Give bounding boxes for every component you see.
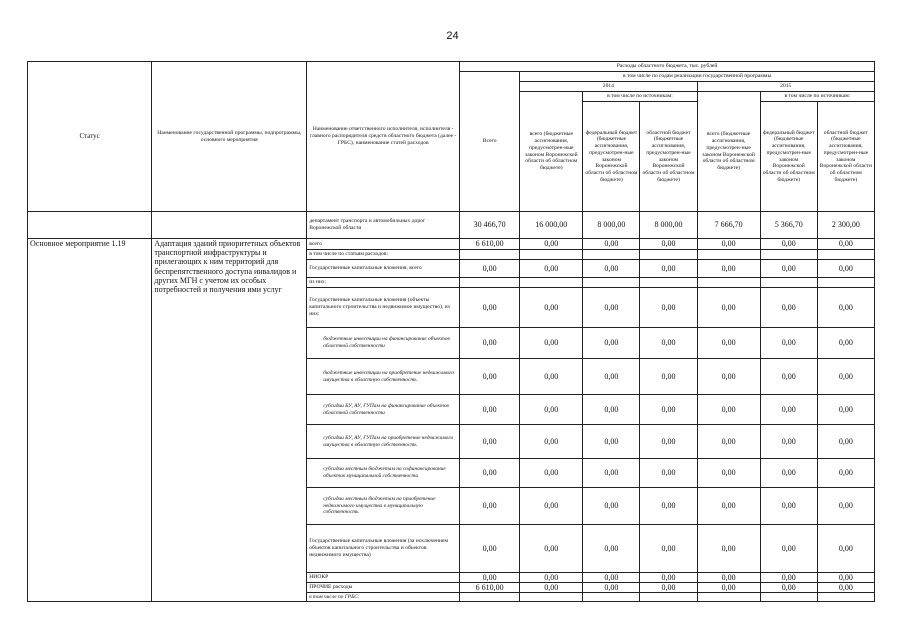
header-by-years: в том числе по годам реализации государственной программы xyxy=(520,72,875,82)
value-cell: 0,00 xyxy=(583,260,640,278)
header-budget-expenses: Расходы областного бюджета, тыс. рублей xyxy=(460,62,875,72)
executor-cell: департамент транспорта и автомобильных дорог Воронежской области xyxy=(307,212,460,239)
value-cell: 0,00 xyxy=(640,260,697,278)
row-label: Государственные капитальные вложения (объекты капитального строительства и недвижимое имущество), из них: xyxy=(307,288,460,328)
value-cell: 0,00 xyxy=(640,573,697,583)
value-cell xyxy=(817,278,874,288)
value-cell: 0,00 xyxy=(760,288,817,328)
value-cell: 0,00 xyxy=(520,425,583,459)
header-2014-total: всего (бюджетные ассигнования, предусмотрен-ные законом Воронежской области об областном бюджете) xyxy=(520,92,583,212)
value-cell xyxy=(697,593,760,602)
value-cell: 0,00 xyxy=(697,328,760,359)
value-cell: 0,00 xyxy=(760,459,817,488)
value-cell xyxy=(640,278,697,288)
header-2015-regional: областной бюджет (бюджетные ассигнования, предусмотрен-ные законом Воронежской области об областном бюджете) xyxy=(817,102,874,212)
value-cell: 0,00 xyxy=(520,395,583,425)
value-cell: 0,00 xyxy=(640,328,697,359)
value-cell: 0,00 xyxy=(460,459,520,488)
value-cell: 0,00 xyxy=(520,573,583,583)
value-cell: 0,00 xyxy=(697,488,760,525)
value-cell: 0,00 xyxy=(760,488,817,525)
row-label: в том числе по статьям расходов: xyxy=(307,250,460,260)
value-cell: 0,00 xyxy=(817,359,874,395)
table-row xyxy=(28,239,875,250)
header-2014-by-sources: в том числе по источникам: xyxy=(583,92,697,102)
value-cell: 0,00 xyxy=(583,425,640,459)
value-cell xyxy=(760,250,817,260)
value-cell: 0,00 xyxy=(817,288,874,328)
value-cell: 2 300,00 xyxy=(817,212,874,239)
value-cell: 0,00 xyxy=(640,288,697,328)
value-cell: 0,00 xyxy=(583,573,640,583)
value-cell xyxy=(520,278,583,288)
value-cell: 0,00 xyxy=(520,459,583,488)
value-cell xyxy=(460,593,520,602)
value-cell: 0,00 xyxy=(520,583,583,593)
value-cell: 0,00 xyxy=(640,525,697,573)
value-cell: 0,00 xyxy=(817,459,874,488)
activity-status: Основное мероприятие 1.19 xyxy=(28,239,152,602)
value-cell: 0,00 xyxy=(583,328,640,359)
value-cell: 0,00 xyxy=(460,328,520,359)
value-cell: 7 666,70 xyxy=(697,212,760,239)
value-cell: 0,00 xyxy=(817,395,874,425)
value-cell xyxy=(640,250,697,260)
value-cell: 0,00 xyxy=(583,239,640,250)
row-label: Государственные капитальные вложения (за исключением объектов капитального строительства и объектов недвижимого имущества) xyxy=(307,525,460,573)
value-cell: 0,00 xyxy=(697,288,760,328)
row-label: ПРОЧИЕ расходы xyxy=(307,583,460,593)
value-cell xyxy=(697,278,760,288)
value-cell: 0,00 xyxy=(817,573,874,583)
value-cell: 0,00 xyxy=(520,288,583,328)
value-cell: 0,00 xyxy=(697,525,760,573)
value-cell: 0,00 xyxy=(697,573,760,583)
value-cell: 0,00 xyxy=(583,525,640,573)
budget-table xyxy=(27,61,875,602)
value-cell: 0,00 xyxy=(460,425,520,459)
value-cell: 0,00 xyxy=(697,583,760,593)
value-cell: 0,00 xyxy=(697,459,760,488)
header-status: Статус xyxy=(28,62,152,212)
header-executor: Наименование ответственного исполнителя, исполнителя - главного распорядителя средств областного бюджета (далее - ГРБС), наименование статей расходов xyxy=(307,62,460,212)
value-cell: 0,00 xyxy=(520,359,583,395)
value-cell: 0,00 xyxy=(760,328,817,359)
header-2015-total: всего (бюджетные ассигнования, предусмотрен-ные законом Воронежской области об областном бюджете) xyxy=(697,92,760,212)
value-cell: 0,00 xyxy=(520,525,583,573)
value-cell: 0,00 xyxy=(583,359,640,395)
table-row xyxy=(28,212,875,239)
row-label: всего xyxy=(307,239,460,250)
value-cell: 0,00 xyxy=(697,239,760,250)
value-cell: 0,00 xyxy=(640,239,697,250)
row-label: бюджетные инвестиции на финансирование объектов областной собственности xyxy=(307,328,460,359)
value-cell: 0,00 xyxy=(640,583,697,593)
value-cell xyxy=(760,278,817,288)
row-label: бюджетные инвестиции на приобретение недвижимого имущества в областную собственность xyxy=(307,359,460,395)
value-cell: 0,00 xyxy=(697,359,760,395)
value-cell: 0,00 xyxy=(760,525,817,573)
row-label: субсидии БУ, АУ, ГУПам на финансирование объектов областной собственности xyxy=(307,395,460,425)
value-cell xyxy=(460,278,520,288)
header-2015-by-sources: в том числе по источникам: xyxy=(760,92,874,102)
value-cell xyxy=(583,278,640,288)
value-cell: 8 000,00 xyxy=(583,212,640,239)
value-cell: 0,00 xyxy=(760,573,817,583)
value-cell: 0,00 xyxy=(760,583,817,593)
value-cell: 0,00 xyxy=(460,525,520,573)
row-label: НИОКР xyxy=(307,573,460,583)
value-cell: 0,00 xyxy=(583,459,640,488)
value-cell xyxy=(583,250,640,260)
value-cell: 0,00 xyxy=(583,488,640,525)
activity-name: Адаптация зданий приоритетных объектов транспортной инфраструктуры и прилегающих к ним территорий для беспрепятственного доступа инвалидов и других МГН с учетом их особых потребностей и получения ими услуг xyxy=(152,239,307,602)
value-cell: 16 000,00 xyxy=(520,212,583,239)
value-cell: 8 000,00 xyxy=(640,212,697,239)
value-cell: 0,00 xyxy=(760,425,817,459)
value-cell xyxy=(520,250,583,260)
row-label: субсидии местным бюджетам на софинансирование объектов муниципальной собственности xyxy=(307,459,460,488)
value-cell: 0,00 xyxy=(760,260,817,278)
value-cell: 5 366,70 xyxy=(760,212,817,239)
value-cell: 0,00 xyxy=(760,395,817,425)
value-cell: 0,00 xyxy=(697,260,760,278)
row-label: в том числе по ГРБС: xyxy=(307,593,460,602)
value-cell xyxy=(520,593,583,602)
value-cell xyxy=(817,593,874,602)
header-2015-federal: федеральный бюджет (бюджетные ассигнования, предусмотрен-ные законом Воронежской области об областном бюджете) xyxy=(760,102,817,212)
value-cell: 0,00 xyxy=(817,239,874,250)
row-label: Государственные капитальные вложения, всего xyxy=(307,260,460,278)
value-cell: 0,00 xyxy=(817,488,874,525)
header-total: Всего xyxy=(460,72,520,212)
value-cell xyxy=(817,250,874,260)
row-label: субсидии БУ, АУ, ГУПам на приобретение недвижимого имущества в областную собственность xyxy=(307,425,460,459)
header-2014-federal: федеральный бюджет (бюджетные ассигнования, предусмотрен-ные законом Воронежской области об областном бюджете) xyxy=(583,102,640,212)
value-cell: 0,00 xyxy=(583,288,640,328)
value-cell: 0,00 xyxy=(817,260,874,278)
value-cell: 0,00 xyxy=(460,288,520,328)
value-cell: 0,00 xyxy=(817,525,874,573)
value-cell: 0,00 xyxy=(460,260,520,278)
value-cell: 0,00 xyxy=(460,359,520,395)
value-cell xyxy=(640,593,697,602)
value-cell: 0,00 xyxy=(640,359,697,395)
value-cell xyxy=(760,593,817,602)
value-cell: 6 610,00 xyxy=(460,239,520,250)
row-label: субсидии местным бюджетам на приобретение недвижимого имущества в муниципальную собственность xyxy=(307,488,460,525)
value-cell: 0,00 xyxy=(640,395,697,425)
value-cell: 0,00 xyxy=(817,328,874,359)
value-cell: 0,00 xyxy=(697,395,760,425)
header-2014-regional: областной бюджет (бюджетные ассигнования, предусмотрен-ные законом Воронежской области об областном бюджете) xyxy=(640,102,697,212)
value-cell: 0,00 xyxy=(460,573,520,583)
value-cell: 0,00 xyxy=(520,328,583,359)
value-cell: 0,00 xyxy=(520,260,583,278)
value-cell: 0,00 xyxy=(697,425,760,459)
header-program-name: Наименование государственной программы, подпрограммы, основного мероприятия xyxy=(152,62,307,212)
value-cell: 0,00 xyxy=(460,488,520,525)
value-cell: 0,00 xyxy=(640,488,697,525)
value-cell: 0,00 xyxy=(817,583,874,593)
value-cell: 0,00 xyxy=(640,459,697,488)
value-cell: 0,00 xyxy=(760,239,817,250)
page-number: 24 xyxy=(446,30,459,42)
value-cell: 0,00 xyxy=(583,583,640,593)
value-cell: 30 466,70 xyxy=(460,212,520,239)
value-cell: 0,00 xyxy=(520,239,583,250)
header-year-2015: 2015 xyxy=(697,82,874,92)
row-label: из них: xyxy=(307,278,460,288)
value-cell: 0,00 xyxy=(817,425,874,459)
value-cell: 0,00 xyxy=(460,395,520,425)
value-cell xyxy=(460,250,520,260)
value-cell: 0,00 xyxy=(760,359,817,395)
value-cell: 0,00 xyxy=(640,425,697,459)
value-cell: 0,00 xyxy=(583,395,640,425)
value-cell: 6 610,00 xyxy=(460,583,520,593)
value-cell xyxy=(583,593,640,602)
value-cell xyxy=(697,250,760,260)
header-year-2014: 2014 xyxy=(520,82,697,92)
value-cell: 0,00 xyxy=(520,488,583,525)
